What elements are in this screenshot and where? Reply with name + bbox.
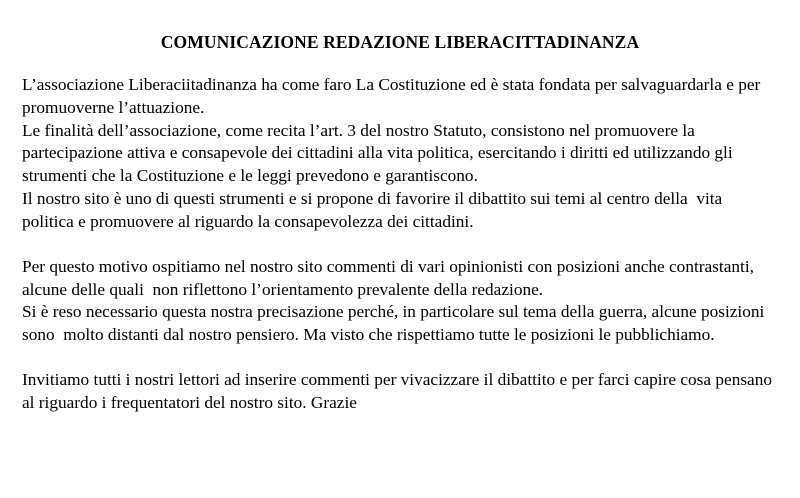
- paragraph-3: Il nostro sito è uno di questi strumenti e si propone di favorire il dibattito sui temi al centro della vita politica e promuovere al riguardo la consapevolezza dei cittadini.: [22, 189, 727, 231]
- document-body: [0, 74, 800, 415]
- paragraph-4: Per questo motivo ospitiamo nel nostro sito commenti di vari opinionisti con posizioni anche contrastanti, alcune delle quali non riflettono l’orientamento prevalente della redazione.: [22, 256, 759, 299]
- paragraph-5: Si è reso necessario questa nostra precisazione perché, in particolare sul tema della guerra, alcune posizioni sono molto distanti dal nostro pensiero. Ma visto che rispettiamo tutte le posizioni le pubblichiamo.: [22, 302, 769, 345]
- paragraph-spacer-1: [22, 234, 778, 256]
- paragraph-2: Le finalità dell’associazione, come recita l’art. 3 del nostro Statuto, consistono nel promuovere la partecipazione attiva e consapevole dei cittadini alla vita politica, esercitando i diritti ed utilizzando gli strumenti che la Costituzione e le leggi prevedono e garantiscono.: [22, 120, 737, 186]
- paragraph-1: L’associazione Liberaciitadinanza ha come faro La Costituzione ed è stata fondata per salvaguardarla e per promuoverne l’attuazione.: [22, 75, 765, 117]
- paragraph-spacer-2: [22, 347, 778, 369]
- document-page: [0, 32, 800, 498]
- page-title: COMUNICAZIONE REDAZIONE LIBERACITTADINANZA: [160, 32, 640, 52]
- paragraph-6: Invitiamo tutti i nostri lettori ad inserire commenti per vivacizzare il dibattito e per farci capire cosa pensano al riguardo i frequentatori del nostro sito. Grazie: [22, 370, 777, 412]
